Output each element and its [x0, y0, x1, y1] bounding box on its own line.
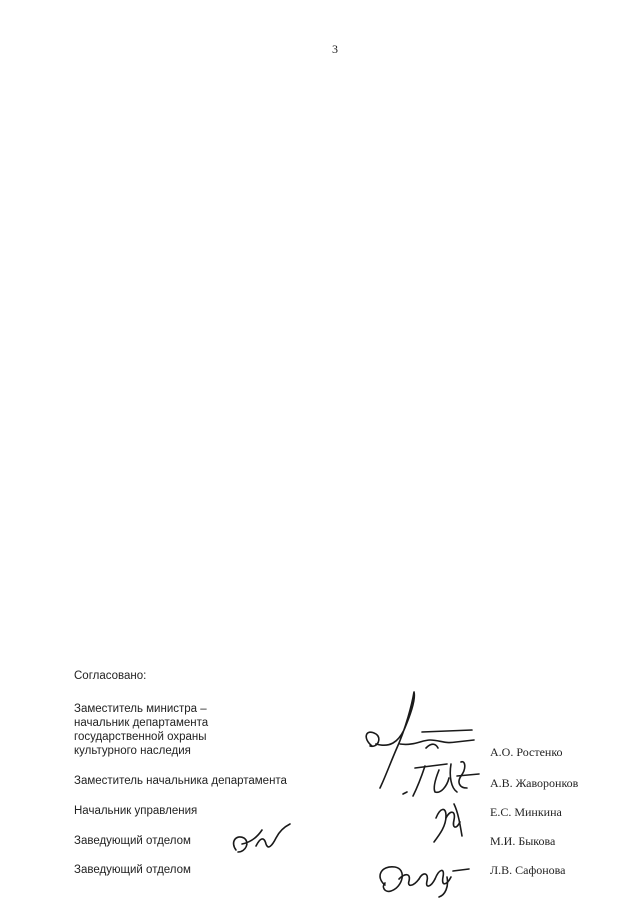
position-line: Заместитель министра –	[74, 703, 207, 715]
signatory-position-3	[74, 804, 197, 818]
signatory-position-2	[74, 774, 287, 788]
signatory-name-5: Л.В. Сафонова	[490, 863, 566, 877]
position-line: Заместитель начальника департамента	[74, 775, 287, 787]
signature-safonova	[375, 855, 475, 901]
signature-bykova	[228, 822, 294, 858]
page-number: 3	[332, 42, 338, 56]
signatory-name-3: Е.С. Минкина	[490, 805, 562, 819]
signature-minkina	[428, 800, 468, 850]
position-line: культурного наследия	[74, 745, 191, 757]
position-line: государственной охраны	[74, 731, 207, 743]
position-line: начальник департамента	[74, 717, 209, 729]
signatory-position-4	[74, 834, 191, 848]
approval-heading: Согласовано:	[74, 670, 147, 682]
position-line: Начальник управления	[74, 805, 198, 817]
position-line: Заведующий отделом	[74, 864, 191, 876]
signatory-position-5	[74, 863, 191, 877]
signatory-position-1	[74, 702, 208, 758]
signatory-name-4: М.И. Быкова	[490, 834, 556, 848]
position-line: Заведующий отделом	[74, 835, 191, 847]
signatory-name-2: А.В. Жаворонков	[490, 776, 579, 790]
signature-zhavoronkov	[395, 758, 490, 806]
signatory-name-1: А.О. Ростенко	[490, 745, 563, 759]
